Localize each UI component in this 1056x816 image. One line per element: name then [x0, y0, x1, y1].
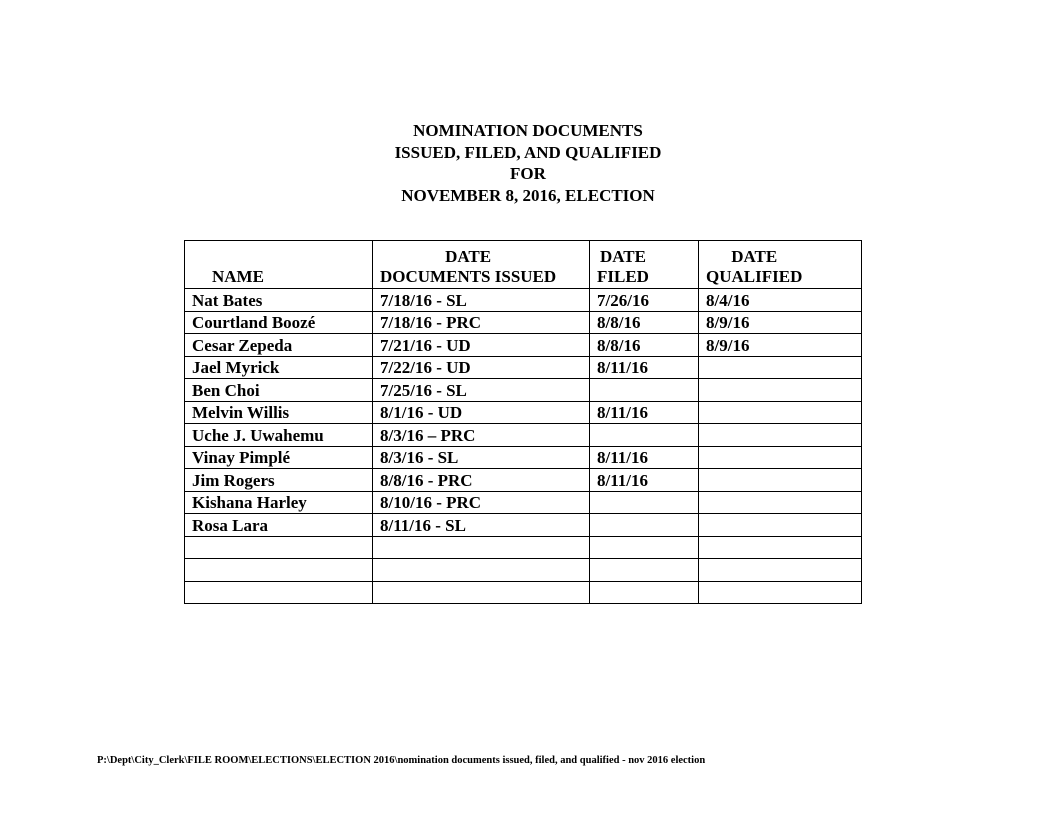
cell-filed [590, 514, 699, 537]
header-name [185, 241, 373, 289]
cell-filed [590, 581, 699, 604]
cell-filed: 8/8/16 [590, 311, 699, 334]
document-title [0, 120, 1056, 206]
cell-filed: 7/26/16 [590, 289, 699, 312]
cell-issued [373, 581, 590, 604]
cell-filed [590, 559, 699, 582]
cell-name: Rosa Lara [185, 514, 373, 537]
cell-qualified [699, 446, 862, 469]
header-date-qualified [699, 241, 862, 289]
table-row [185, 401, 862, 424]
header-issued-line1: DATE [445, 247, 492, 266]
table-row [185, 289, 862, 312]
cell-filed: 8/11/16 [590, 446, 699, 469]
table-row [185, 334, 862, 357]
cell-issued: 8/11/16 - SL [373, 514, 590, 537]
cell-name: Vinay Pimplé [185, 446, 373, 469]
cell-issued: 8/3/16 – PRC [373, 424, 590, 447]
cell-name [185, 559, 373, 582]
header-filed-line1: DATE [599, 247, 646, 266]
title-line-4: NOVEMBER 8, 2016, ELECTION [401, 185, 655, 205]
cell-issued [373, 559, 590, 582]
cell-qualified [699, 581, 862, 604]
table-row [185, 469, 862, 492]
header-issued-line2: DOCUMENTS ISSUED [380, 267, 557, 286]
header-filed-line2: FILED [597, 267, 649, 286]
cell-issued: 8/3/16 - SL [373, 446, 590, 469]
header-row [185, 241, 862, 289]
table-row [185, 514, 862, 537]
cell-qualified: 8/4/16 [699, 289, 862, 312]
cell-qualified [699, 401, 862, 424]
cell-qualified [699, 536, 862, 559]
cell-name: Courtland Boozé [185, 311, 373, 334]
cell-filed [590, 536, 699, 559]
cell-qualified [699, 424, 862, 447]
cell-qualified [699, 491, 862, 514]
cell-name: Jim Rogers [185, 469, 373, 492]
nomination-table [184, 240, 862, 604]
cell-filed: 8/11/16 [590, 469, 699, 492]
cell-issued: 8/8/16 - PRC [373, 469, 590, 492]
header-qualified-line2: QUALIFIED [706, 267, 803, 286]
table-row [185, 379, 862, 402]
cell-issued: 7/18/16 - PRC [373, 311, 590, 334]
title-line-1: NOMINATION DOCUMENTS [413, 121, 643, 140]
cell-filed [590, 491, 699, 514]
cell-filed [590, 379, 699, 402]
cell-issued: 8/1/16 - UD [373, 401, 590, 424]
cell-name [185, 581, 373, 604]
table-row [185, 446, 862, 469]
cell-name: Kishana Harley [185, 491, 373, 514]
cell-qualified [699, 559, 862, 582]
cell-issued: 7/25/16 - SL [373, 379, 590, 402]
cell-qualified [699, 514, 862, 537]
cell-filed [590, 424, 699, 447]
cell-filed: 8/8/16 [590, 334, 699, 357]
cell-qualified [699, 469, 862, 492]
cell-qualified [699, 356, 862, 379]
title-line-3: FOR [510, 164, 546, 183]
cell-qualified: 8/9/16 [699, 311, 862, 334]
table-row [185, 491, 862, 514]
header-date-issued [373, 241, 590, 289]
table-row [185, 424, 862, 447]
cell-issued: 7/21/16 - UD [373, 334, 590, 357]
cell-issued: 7/22/16 - UD [373, 356, 590, 379]
cell-name: Nat Bates [185, 289, 373, 312]
file-path-footer: P:\Dept\City_Clerk\FILE ROOM\ELECTIONS\ELECTION 2016\nomination documents issued, filed, and qualified - nov 2016 election [97, 755, 706, 766]
header-date-filed [590, 241, 699, 289]
cell-filed: 8/11/16 [590, 356, 699, 379]
table-row [185, 356, 862, 379]
title-line-2: ISSUED, FILED, AND QUALIFIED [394, 142, 662, 162]
cell-issued: 7/18/16 - SL [373, 289, 590, 312]
table-row-empty [185, 536, 862, 559]
cell-name: Ben Choi [185, 379, 373, 402]
table-row-empty [185, 559, 862, 582]
cell-name: Melvin Willis [185, 401, 373, 424]
table-row-empty [185, 581, 862, 604]
cell-qualified [699, 379, 862, 402]
cell-qualified: 8/9/16 [699, 334, 862, 357]
cell-name [185, 536, 373, 559]
header-name-label: NAME [212, 267, 264, 286]
cell-issued: 8/10/16 - PRC [373, 491, 590, 514]
cell-name: Jael Myrick [185, 356, 373, 379]
cell-filed: 8/11/16 [590, 401, 699, 424]
cell-name: Uche J. Uwahemu [185, 424, 373, 447]
cell-issued [373, 536, 590, 559]
header-qualified-line1: DATE [731, 247, 778, 266]
table-row [185, 311, 862, 334]
cell-name: Cesar Zepeda [185, 334, 373, 357]
